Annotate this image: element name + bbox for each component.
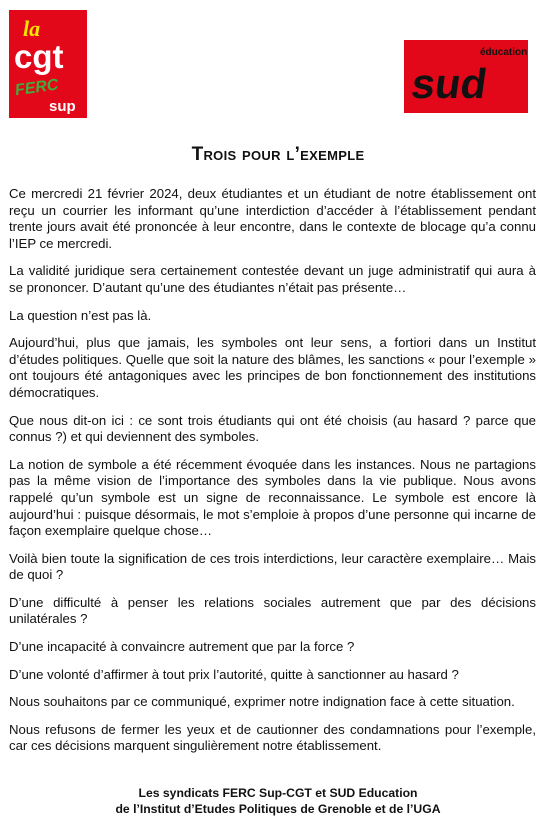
paragraph: Nous refusons de fermer les yeux et de cautionner des condamnations pour l’exemple, car ces décisions marquent singulièrement notre établissement.	[9, 721, 536, 754]
cgt-logo-sup: sup	[49, 98, 76, 115]
signature-line-2: de l’Institut d’Etudes Politiques de Grenoble et de l’UGA	[115, 802, 441, 816]
paragraph: D’une difficulté à penser les relations sociales autrement que par des décisions unilatérales ?	[9, 594, 536, 627]
cgt-logo-ferc: FERC	[13, 76, 60, 100]
cgt-ferc-sup-logo	[9, 10, 87, 118]
signature-line-1: Les syndicats FERC Sup-CGT et SUD Education	[138, 786, 418, 800]
cgt-logo-cgt: cgt	[14, 38, 64, 75]
paragraph: Que nous dit-on ici : ce sont trois étudiants qui ont été choisis (au hasard ? parce que connus ?) et qui deviennent des symboles.	[9, 412, 536, 445]
paragraph: D’une volonté d’affirmer à tout prix l’autorité, quitte à sanctionner au hasard ?	[9, 666, 459, 682]
communique-body	[9, 186, 536, 766]
page-title: Trois pour l’exemple	[191, 144, 365, 165]
paragraph: D’une incapacité à convaincre autrement que par la force ?	[9, 639, 355, 655]
paragraph: Ce mercredi 21 février 2024, deux étudiantes et un étudiant de notre établissement ont reçu un courrier les informant qu’une interdiction d’accéder à l’établissement pendant trente jours avait été prononcée à leur encontre, dans le contexte de blocage qu’a connu l’IEP ce mercredi.	[9, 186, 536, 251]
paragraph: La validité juridique sera certainement contestée devant un juge administratif qui aura à se prononcer. D’autant qu’une des étudiantes n’était pas présente…	[9, 263, 536, 295]
sud-education-logo	[404, 40, 528, 113]
paragraph: La notion de symbole a été récemment évoquée dans les instances. Nous ne partagions pas la même vision de l’importance des symboles dans la vie publique. Nous avons rappelé qu’un symbole est un signe de reconnaissance. Le symbole est encore là aujourd’hui : puisque désormais, le mot s’emploie à propos d’une personne qui incarne de façon exemplaire quelque chose…	[9, 456, 536, 539]
paragraph: Voilà bien toute la signification de ces trois interdictions, leur caractère exemplaire… Mais de quoi ?	[9, 550, 536, 583]
signature	[0, 785, 556, 817]
sud-logo-education: éducation	[480, 47, 528, 58]
sud-logo-sud: sud	[408, 60, 490, 107]
paragraph: La question n’est pas là.	[9, 307, 152, 323]
cgt-logo-la: la	[23, 16, 41, 41]
paragraph: Aujourd’hui, plus que jamais, les symboles ont leur sens, a fortiori dans un Institut d’études politiques. Quelle que soit la nature des blâmes, les sanctions « pour l’exemple » ont toujours été antagoniques avec les principes de bon fonctionnement des institutions démocratiques.	[9, 335, 536, 400]
paragraph: Nous souhaitons par ce communiqué, exprimer notre indignation face à cette situation.	[9, 694, 515, 710]
